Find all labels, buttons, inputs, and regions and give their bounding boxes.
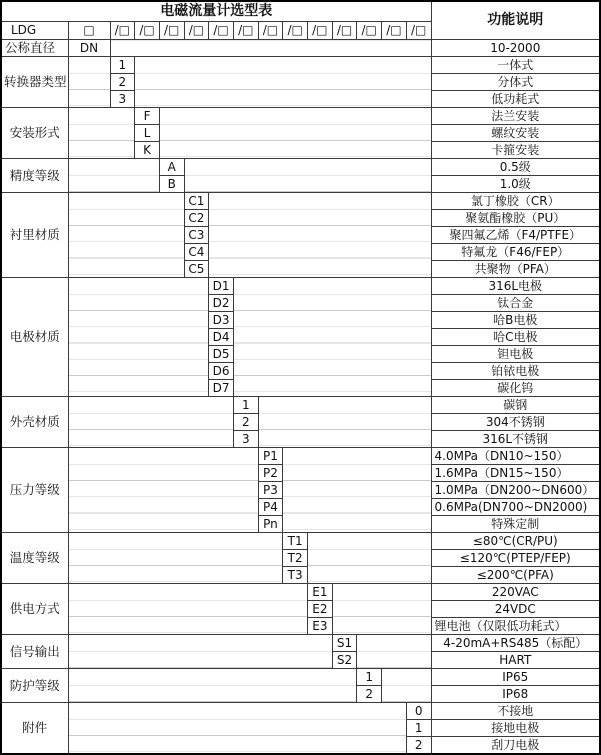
code-cell: E1 (308, 584, 333, 601)
filler-cell (68, 669, 357, 703)
category-label: 压力等级 (1, 448, 68, 533)
model-slot: /□ (110, 22, 135, 40)
description-cell: 4-20mA+RS485（标配） (431, 635, 600, 652)
code-cell: C2 (184, 210, 209, 227)
description-cell: 304不锈钢 (431, 414, 600, 431)
category-label: 安装形式 (1, 108, 68, 159)
description-cell: 4.0MPa（DN10~150） (431, 448, 600, 465)
description-cell: 一体式 (431, 57, 600, 74)
description-cell: 共聚物（PFA） (431, 261, 600, 278)
filler-cell (68, 57, 110, 108)
description-cell: 氯丁橡胶（CR） (431, 193, 600, 210)
filler-cell (209, 193, 431, 278)
model-slot: /□ (308, 22, 333, 40)
description-cell: 接地电极 (431, 720, 600, 737)
category-label: 精度等级 (1, 159, 68, 193)
description-cell: ≤80℃(CR/PU) (431, 533, 600, 550)
header-row (1, 1, 600, 22)
category-label: 公称直径 (1, 40, 68, 57)
code-cell: 1 (233, 397, 258, 414)
description-cell: 卡箍安装 (431, 142, 600, 159)
description-cell: 特殊定制 (431, 516, 600, 533)
code-cell: P1 (258, 448, 283, 465)
code-cell: S2 (332, 652, 357, 669)
filler-cell (68, 193, 184, 278)
description-cell: 316L不锈钢 (431, 431, 600, 448)
code-cell: 2 (110, 74, 135, 91)
category-label: 防护等级 (1, 669, 68, 703)
description-cell: 刮刀电极 (431, 737, 600, 755)
code-cell: T2 (283, 550, 308, 567)
description-cell: 不接地 (431, 703, 600, 720)
code-cell: 1 (406, 720, 431, 737)
model-slot: /□ (184, 22, 209, 40)
code-cell: P2 (258, 465, 283, 482)
filler-cell (68, 108, 135, 159)
table-row (1, 703, 600, 720)
table-title: 电磁流量计选型表 (1, 1, 431, 22)
description-cell: 聚四氟乙烯（F4/PTFE） (431, 227, 600, 244)
code-cell: 2 (233, 414, 258, 431)
description-cell: 碳化钨 (431, 380, 600, 397)
description-cell: 铂铱电极 (431, 363, 600, 380)
description-cell: 316L电极 (431, 278, 600, 295)
code-cell: C1 (184, 193, 209, 210)
model-slot: /□ (406, 22, 431, 40)
filler-cell (68, 159, 159, 193)
description-cell: 聚氨酯橡胶（PU） (431, 210, 600, 227)
filler-cell (68, 278, 209, 397)
model-slot: /□ (357, 22, 382, 40)
filler-cell (184, 159, 431, 193)
code-cell: D3 (209, 312, 234, 329)
description-cell: 1.6MPa（DN15~150） (431, 465, 600, 482)
table-row (1, 57, 600, 74)
model-slot: /□ (332, 22, 357, 40)
model-slot: /□ (159, 22, 184, 40)
filler-cell (68, 448, 258, 533)
function-column-header: 功能说明 (431, 1, 600, 40)
filler-cell (110, 40, 431, 57)
code-cell: L (135, 125, 160, 142)
code-cell: 0 (406, 703, 431, 720)
table-row (1, 278, 600, 295)
description-cell: 0.6MPa(DN700~DN2000) (431, 499, 600, 516)
code-cell: P4 (258, 499, 283, 516)
code-cell: D2 (209, 295, 234, 312)
description-cell: 10-2000 (431, 40, 600, 57)
code-cell: C3 (184, 227, 209, 244)
filler-cell (68, 703, 406, 755)
filler-cell (159, 108, 431, 159)
filler-cell (135, 57, 431, 108)
code-cell: D1 (209, 278, 234, 295)
table-row (1, 40, 600, 57)
description-cell: 1.0级 (431, 176, 600, 193)
description-cell: 锂电池（仅限低功耗式） (431, 618, 600, 635)
description-cell: 钽电极 (431, 346, 600, 363)
table-row (1, 159, 600, 176)
category-label: 温度等级 (1, 533, 68, 584)
code-cell: E3 (308, 618, 333, 635)
model-prefix: LDG (1, 22, 68, 40)
code-cell: C5 (184, 261, 209, 278)
filler-cell (283, 448, 431, 533)
code-cell: 2 (406, 737, 431, 755)
code-cell: D6 (209, 363, 234, 380)
model-box-cell: □ (68, 22, 110, 40)
model-slot: /□ (135, 22, 160, 40)
filler-cell (258, 397, 431, 448)
code-cell: C4 (184, 244, 209, 261)
description-cell: 分体式 (431, 74, 600, 91)
category-label: 外壳材质 (1, 397, 68, 448)
code-cell: 2 (357, 686, 382, 703)
model-slot: /□ (258, 22, 283, 40)
table-row (1, 397, 600, 414)
table-row (1, 108, 600, 125)
code-cell: S1 (332, 635, 357, 652)
description-cell: 螺纹安装 (431, 125, 600, 142)
model-slot: /□ (382, 22, 407, 40)
table-row (1, 635, 600, 652)
filler-cell (382, 669, 431, 703)
code-cell: 3 (233, 431, 258, 448)
code-cell: A (159, 159, 184, 176)
code-cell: F (135, 108, 160, 125)
description-cell: 低功耗式 (431, 91, 600, 108)
filler-cell (68, 397, 233, 448)
filler-cell (357, 635, 431, 669)
code-cell: T1 (283, 533, 308, 550)
code-cell: K (135, 142, 160, 159)
category-label: 附件 (1, 703, 68, 755)
table-row (1, 533, 600, 550)
description-cell: 钛合金 (431, 295, 600, 312)
description-cell: 0.5级 (431, 159, 600, 176)
code-cell: 1 (110, 57, 135, 74)
filler-cell (308, 533, 432, 584)
description-cell: 特氟龙（F46/FEP） (431, 244, 600, 261)
table-row (1, 584, 600, 601)
description-cell: 法兰安装 (431, 108, 600, 125)
table-row (1, 448, 600, 465)
description-cell: 1.0MPa（DN200~DN600） (431, 482, 600, 499)
description-cell: IP68 (431, 686, 600, 703)
code-cell: E2 (308, 601, 333, 618)
description-cell: ≤120℃(PTEP/FEP) (431, 550, 600, 567)
table-row (1, 193, 600, 210)
filler-cell (332, 584, 431, 635)
model-slot: /□ (209, 22, 234, 40)
category-label: 供电方式 (1, 584, 68, 635)
description-cell: 哈B电极 (431, 312, 600, 329)
table-row (1, 669, 600, 686)
category-label: 信号输出 (1, 635, 68, 669)
category-label: 转换器类型 (1, 57, 68, 108)
category-label: 电极材质 (1, 278, 68, 397)
code-cell: Pn (258, 516, 283, 533)
code-cell: B (159, 176, 184, 193)
code-cell: D7 (209, 380, 234, 397)
code-cell: P3 (258, 482, 283, 499)
description-cell: ≤200℃(PFA) (431, 567, 600, 584)
description-cell: IP65 (431, 669, 600, 686)
code-cell: 1 (357, 669, 382, 686)
description-cell: 哈C电极 (431, 329, 600, 346)
model-slot: /□ (283, 22, 308, 40)
code-cell: D5 (209, 346, 234, 363)
description-cell: 220VAC (431, 584, 600, 601)
filler-cell (68, 584, 308, 635)
model-slot: /□ (233, 22, 258, 40)
description-cell: HART (431, 652, 600, 669)
code-cell: T3 (283, 567, 308, 584)
code-cell: 3 (110, 91, 135, 108)
category-label: 衬里材质 (1, 193, 68, 278)
filler-cell (68, 635, 332, 669)
description-cell: 24VDC (431, 601, 600, 618)
filler-cell (68, 533, 283, 584)
code-cell: DN (68, 40, 110, 57)
filler-cell (233, 278, 431, 397)
description-cell: 碳钢 (431, 397, 600, 414)
code-cell: D4 (209, 329, 234, 346)
